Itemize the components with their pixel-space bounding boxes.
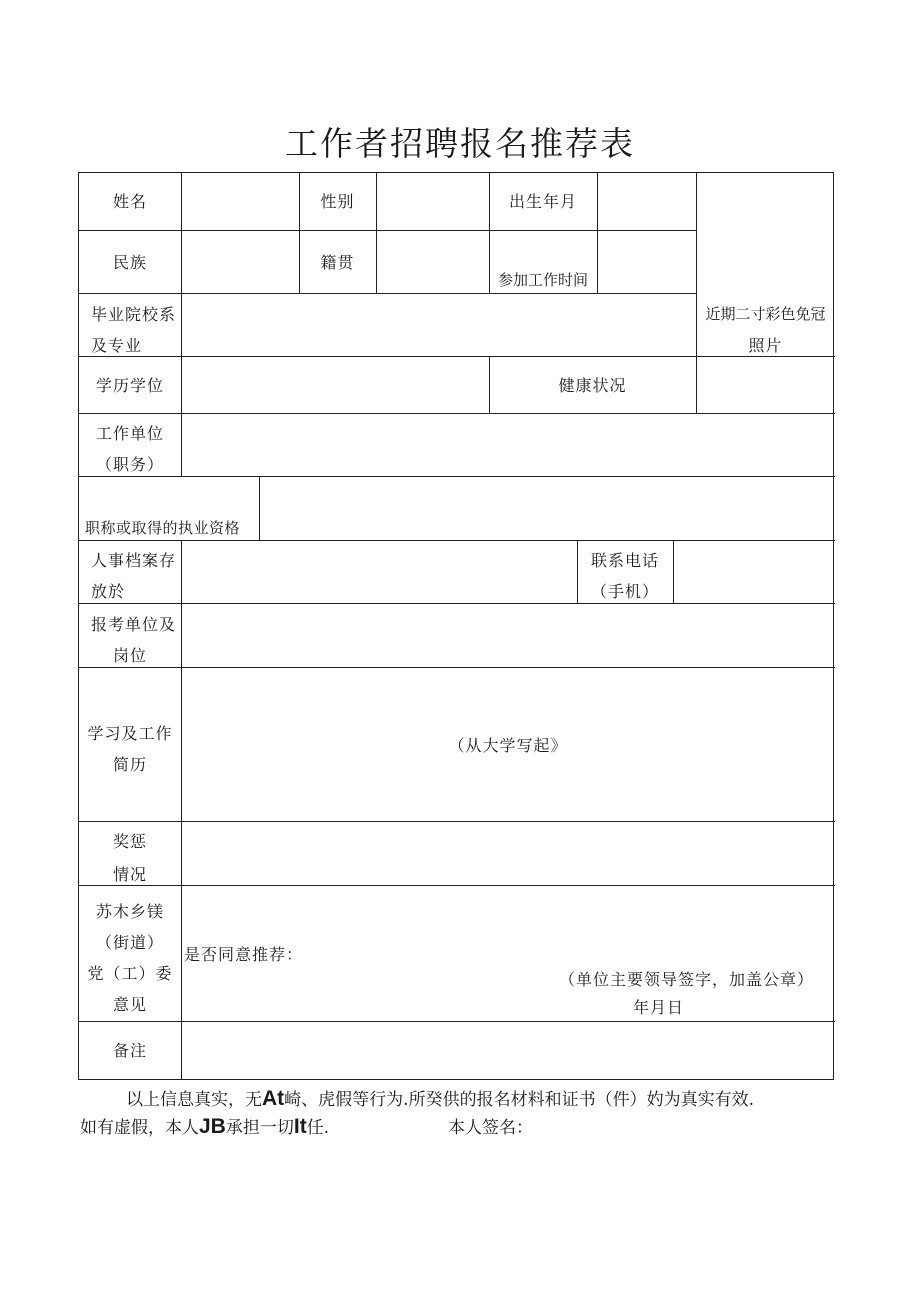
label-ethnicity: 民族 bbox=[112, 253, 147, 272]
label-apply-2: 岗位 bbox=[112, 646, 147, 665]
row-divider bbox=[79, 476, 835, 477]
resume-hint: （从大学写起》 bbox=[448, 736, 568, 755]
label-education: 学历学位 bbox=[95, 376, 164, 395]
row-divider bbox=[79, 603, 835, 604]
col-divider bbox=[696, 173, 697, 413]
row-divider bbox=[79, 667, 835, 668]
col-divider bbox=[597, 173, 598, 293]
label-employer-2: （职务） bbox=[95, 455, 164, 474]
label-native-place: 籍贯 bbox=[320, 253, 355, 272]
row-divider bbox=[79, 821, 835, 822]
sign-stamp-note: （单位主要领导签字，加盖公章） bbox=[559, 970, 815, 989]
label-remarks: 备注 bbox=[112, 1041, 147, 1060]
registration-form bbox=[78, 172, 834, 1080]
label-archive: 人事档案存 bbox=[91, 551, 177, 570]
declaration-line-2: 如有虚假，本人JB承担一切It任. bbox=[80, 1115, 330, 1138]
label-birth: 出生年月 bbox=[508, 192, 577, 211]
label-school-2: 及专业 bbox=[91, 336, 143, 355]
label-gender: 性别 bbox=[320, 192, 355, 211]
label-health: 健康状况 bbox=[558, 376, 627, 395]
signature-label: 本人签名： bbox=[448, 1118, 533, 1138]
date-label: 年月日 bbox=[633, 998, 685, 1017]
label-opinion-4: 意见 bbox=[112, 995, 147, 1014]
photo-placeholder-label-2: 照片 bbox=[748, 336, 783, 355]
label-school: 毕业院校系 bbox=[91, 305, 177, 324]
row-divider bbox=[79, 1021, 835, 1022]
col-divider bbox=[673, 540, 674, 603]
label-title-qualification: 职称或取得的执业资格 bbox=[85, 519, 241, 537]
label-opinion-3: 党（工）委 bbox=[87, 964, 173, 983]
label-resume: 学习及工作 bbox=[87, 724, 173, 743]
label-archive-2: 放於 bbox=[91, 582, 126, 601]
declaration-line-1: 以上信息真实，无At崎、虎假等行为.所癸供的报名材料和证书（件）妁为真实有效. bbox=[126, 1087, 754, 1110]
col-divider bbox=[376, 173, 377, 293]
photo-placeholder-label: 近期二寸彩色免冠 bbox=[705, 305, 826, 323]
label-opinion-2: （街道） bbox=[95, 933, 164, 952]
page-title: 工作者招聘报名推荐表 bbox=[285, 124, 635, 163]
label-name: 姓名 bbox=[112, 192, 147, 211]
row-divider bbox=[79, 885, 835, 886]
label-phone: 联系电话 bbox=[590, 551, 659, 570]
recommend-question: 是否同意推荐： bbox=[184, 945, 304, 964]
col-divider bbox=[299, 173, 300, 293]
label-opinion: 苏木乡镁 bbox=[95, 902, 164, 921]
row-divider bbox=[79, 230, 696, 231]
row-divider bbox=[79, 413, 835, 414]
label-employer: 工作单位 bbox=[95, 424, 164, 443]
col-divider bbox=[259, 476, 260, 540]
col-divider bbox=[181, 173, 182, 476]
label-awards: 奖惩 bbox=[112, 832, 147, 851]
row-divider bbox=[79, 293, 696, 294]
row-divider bbox=[79, 356, 835, 357]
col-divider bbox=[181, 540, 182, 1080]
label-work-start: 参加工作时间 bbox=[497, 271, 588, 289]
label-awards-2: 情况 bbox=[112, 865, 147, 884]
label-phone-2: （手机） bbox=[590, 582, 659, 601]
label-resume-2: 简历 bbox=[112, 755, 147, 774]
label-apply: 报考单位及 bbox=[91, 615, 177, 634]
row-divider bbox=[79, 540, 835, 541]
